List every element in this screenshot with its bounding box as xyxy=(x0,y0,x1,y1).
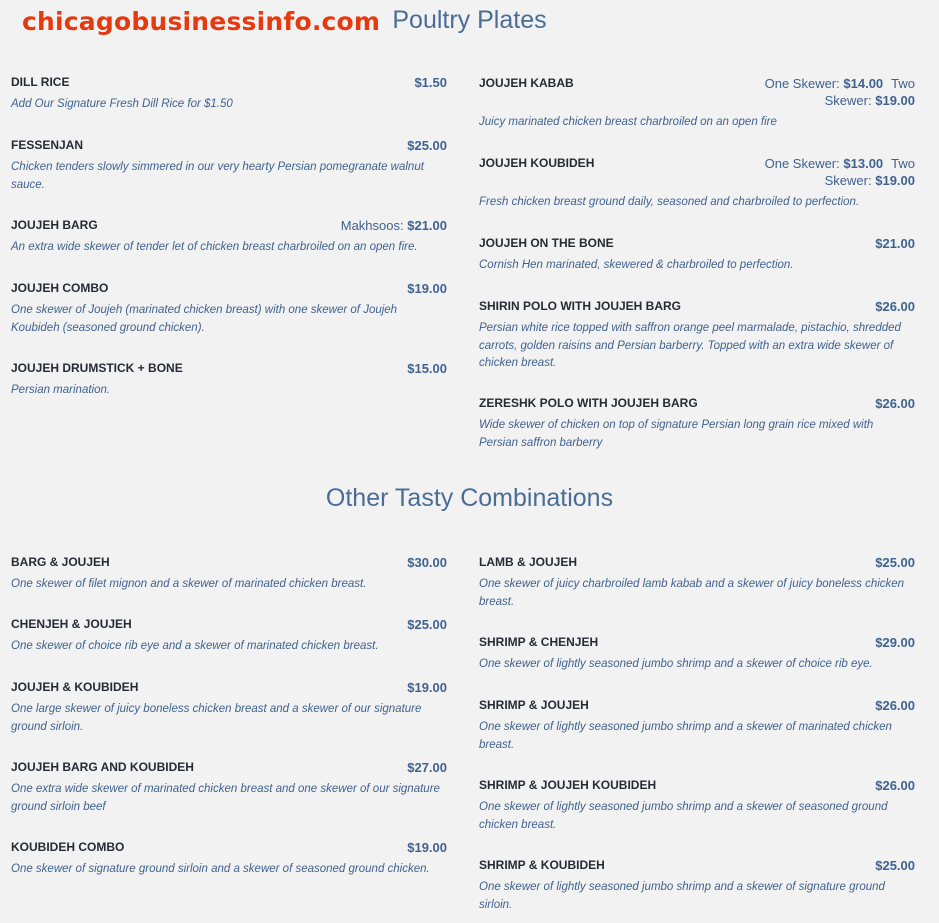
menu-item xyxy=(11,840,447,879)
menu-item xyxy=(11,555,447,594)
watermark: chicagobusinessinfo.com xyxy=(22,7,381,36)
menu-item xyxy=(479,236,915,275)
menu-item xyxy=(479,299,915,373)
menu-item xyxy=(479,635,915,674)
item-price: One Skewer: $13.00 Two Skewer: $19.00 xyxy=(764,156,915,188)
item-price: $19.00 xyxy=(407,680,447,695)
menu-item xyxy=(479,698,915,754)
item-name: SHIRIN POLO WITH JOUJEH BARG xyxy=(479,299,682,313)
item-description: Wide skewer of chicken on top of signature Persian long grain rice mixed with Persian saffron barberry xyxy=(479,419,874,449)
item-name: JOUJEH BARG AND KOUBIDEH xyxy=(11,760,194,774)
item-name: CHENJEH & JOUJEH xyxy=(11,617,132,631)
menu-item xyxy=(11,281,447,337)
menu-item xyxy=(11,760,447,816)
item-name: JOUJEH KOUBIDEH xyxy=(479,156,595,170)
menu-item xyxy=(11,138,447,194)
item-name: LAMB & JOUJEH xyxy=(479,555,578,569)
menu-item xyxy=(11,361,447,400)
section-title-poultry: Poultry Plates xyxy=(392,5,547,34)
item-price: $26.00 xyxy=(875,778,915,793)
item-name: SHRIMP & KOUBIDEH xyxy=(479,858,605,872)
item-description: Chicken tenders slowly simmered in our very hearty Persian pomegranate walnut sauce. xyxy=(11,161,424,191)
item-price: $27.00 xyxy=(407,760,447,775)
item-price: One Skewer: $14.00 Two Skewer: $19.00 xyxy=(764,76,915,108)
item-description: One large skewer of juicy boneless chicken breast and a skewer of our signature ground sirloin. xyxy=(11,703,422,733)
item-name: JOUJEH BARG xyxy=(11,218,98,232)
item-price: $29.00 xyxy=(875,635,915,650)
item-price: $21.00 xyxy=(875,236,915,251)
item-description: One skewer of filet mignon and a skewer of marinated chicken breast. xyxy=(11,578,367,590)
item-description: One skewer of signature ground sirloin and a skewer of seasoned ground chicken. xyxy=(11,863,430,875)
item-description: One skewer of choice rib eye and a skewer of marinated chicken breast. xyxy=(11,640,379,652)
item-description: One skewer of lightly seasoned jumbo shrimp and a skewer of marinated chicken breast. xyxy=(479,721,892,751)
item-description: One extra wide skewer of marinated chicken breast and one skewer of our signature ground sirloin beef xyxy=(11,783,440,813)
item-name: SHRIMP & JOUJEH KOUBIDEH xyxy=(479,778,657,792)
section-title-combinations: Other Tasty Combinations xyxy=(325,483,614,512)
item-price: $25.00 xyxy=(407,617,447,632)
item-name: FESSENJAN xyxy=(11,138,84,152)
item-price: $26.00 xyxy=(875,698,915,713)
item-name: JOUJEH & KOUBIDEH xyxy=(11,680,139,694)
item-price: $15.00 xyxy=(407,361,447,376)
item-name: SHRIMP & JOUJEH xyxy=(479,698,589,712)
item-description: Cornish Hen marinated, skewered & charbroiled to perfection. xyxy=(479,259,794,271)
item-name: BARG & JOUJEH xyxy=(11,555,110,569)
menu-item xyxy=(479,396,915,452)
item-price: $1.50 xyxy=(414,75,447,90)
item-description: Persian marination. xyxy=(11,384,111,396)
menu-item xyxy=(479,156,915,212)
item-description: Persian white rice topped with saffron orange peel marmalade, pistachio, shredded carrots, golden raisins and Persian barberry. Topped with an extra wide skewer of chicken breast. xyxy=(479,322,901,369)
item-price: $26.00 xyxy=(875,299,915,314)
menu-item xyxy=(11,680,447,736)
item-description: One skewer of lightly seasoned jumbo shrimp and a skewer of choice rib eye. xyxy=(479,658,873,670)
item-name: SHRIMP & CHENJEH xyxy=(479,635,599,649)
item-price: Makhsoos: $21.00 xyxy=(340,218,447,233)
item-description: One skewer of Joujeh (marinated chicken breast) with one skewer of Joujeh Koubideh (seasoned ground chicken). xyxy=(11,304,398,334)
item-name: ZERESHK POLO WITH JOUJEH BARG xyxy=(479,396,698,410)
item-name: JOUJEH ON THE BONE xyxy=(479,236,614,250)
menu-item xyxy=(479,858,915,914)
item-price: $30.00 xyxy=(407,555,447,570)
item-description: One skewer of juicy charbroiled lamb kabab and a skewer of juicy boneless chicken breast. xyxy=(479,578,905,608)
item-price: $25.00 xyxy=(407,138,447,153)
menu-item xyxy=(11,617,447,656)
item-name: JOUJEH DRUMSTICK + BONE xyxy=(11,361,183,375)
menu-item xyxy=(11,218,447,257)
item-name: DILL RICE xyxy=(11,75,70,89)
item-description: An extra wide skewer of tender let of chicken breast charbroiled on an open fire. xyxy=(11,241,418,253)
item-description: Fresh chicken breast ground daily, seasoned and charbroiled to perfection. xyxy=(479,196,860,208)
item-description: One skewer of lightly seasoned jumbo shrimp and a skewer of seasoned ground chicken breast. xyxy=(479,801,888,831)
menu-item xyxy=(479,555,915,611)
item-price: $25.00 xyxy=(875,555,915,570)
item-description: Juicy marinated chicken breast charbroiled on an open fire xyxy=(479,116,777,128)
item-price: $19.00 xyxy=(407,281,447,296)
menu-item xyxy=(479,778,915,834)
item-name: KOUBIDEH COMBO xyxy=(11,840,125,854)
item-price: $19.00 xyxy=(407,840,447,855)
item-description: Add Our Signature Fresh Dill Rice for $1.50 xyxy=(11,98,233,110)
item-price: $26.00 xyxy=(875,396,915,411)
item-description: One skewer of lightly seasoned jumbo shrimp and a skewer of signature ground sirloin. xyxy=(479,881,885,911)
item-name: JOUJEH COMBO xyxy=(11,281,109,295)
menu-item xyxy=(479,76,915,132)
item-name: JOUJEH KABAB xyxy=(479,76,574,90)
menu-item xyxy=(11,75,447,114)
item-price: $25.00 xyxy=(875,858,915,873)
